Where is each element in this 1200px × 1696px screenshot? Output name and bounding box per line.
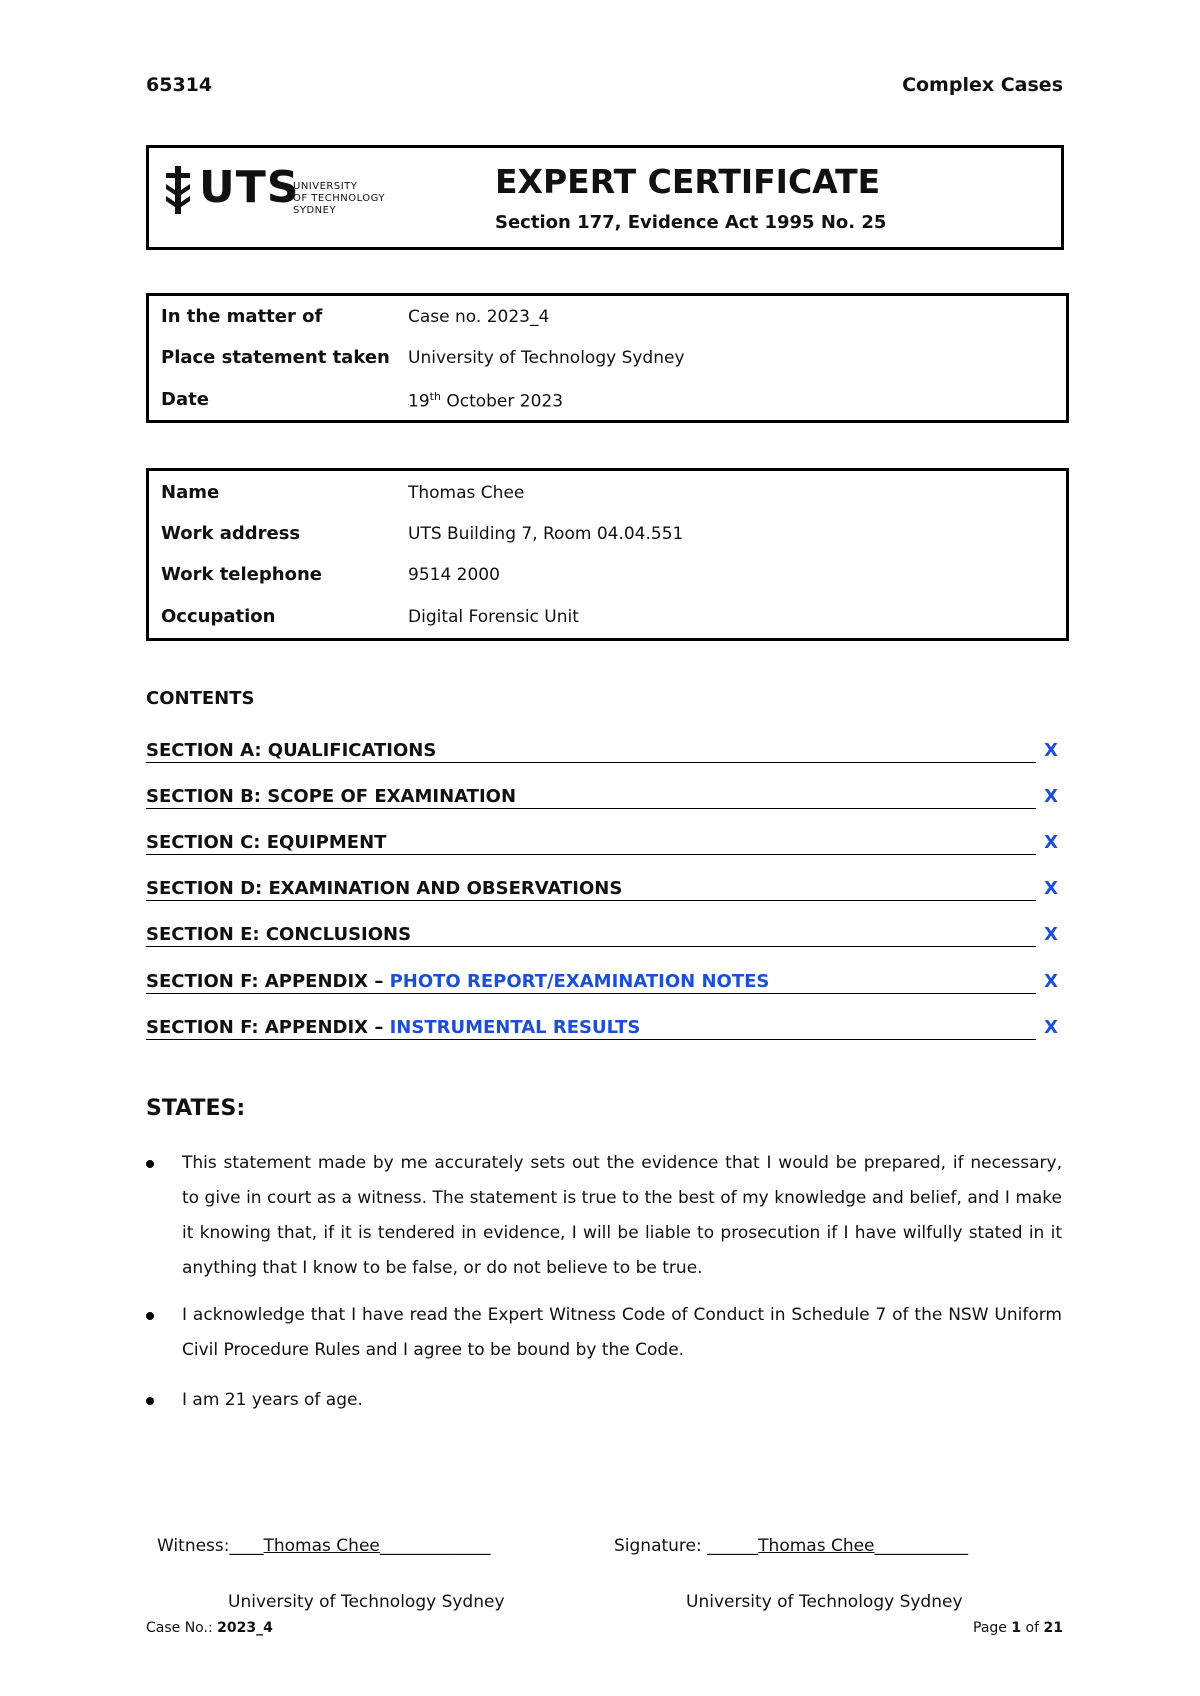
work-address-value: UTS Building 7, Room 04.04.551	[408, 524, 684, 544]
witness-line: Witness:____Thomas Chee_____________	[157, 1536, 491, 1556]
occupation-label: Occupation	[161, 606, 276, 627]
place-label: Place statement taken	[161, 347, 390, 368]
contents-heading: CONTENTS	[146, 688, 255, 709]
toc-entry-c[interactable]: SECTION C: EQUIPMENT X	[146, 832, 1058, 853]
bullet-icon	[146, 1160, 154, 1168]
matter-box	[146, 293, 1069, 423]
title-box	[146, 145, 1064, 250]
footer-page-number: Page 1 of 21	[973, 1620, 1063, 1636]
place-value: University of Technology Sydney	[408, 348, 685, 368]
matter-value: Case no. 2023_4	[408, 307, 550, 327]
toc-entry-f-instrumental[interactable]: SECTION F: APPENDIX – INSTRUMENTAL RESULTS X	[146, 1017, 1058, 1038]
signature-name: Thomas Chee	[758, 1536, 875, 1556]
witness-name: Thomas Chee	[263, 1536, 380, 1556]
toc-entry-b[interactable]: SECTION B: SCOPE OF EXAMINATION X	[146, 786, 1058, 807]
header-doc-title: Complex Cases	[902, 74, 1063, 96]
person-box	[146, 468, 1069, 641]
uts-crest-icon	[163, 164, 193, 216]
code-of-conduct-paragraph: I acknowledge that I have read the Expert Witness Code of Conduct in Schedule 7 of the NSW Uniform Civil Procedure Rules and I agree to be bound by the Code.	[182, 1305, 1062, 1360]
document-title: EXPERT CERTIFICATE	[495, 162, 881, 201]
toc-entry-a[interactable]: SECTION A: QUALIFICATIONS X	[146, 740, 1058, 761]
toc-entry-f-photo[interactable]: SECTION F: APPENDIX – PHOTO REPORT/EXAMINATION NOTES X	[146, 971, 1058, 992]
name-value: Thomas Chee	[408, 483, 525, 503]
work-address-label: Work address	[161, 523, 301, 544]
date-label: Date	[161, 389, 209, 410]
name-label: Name	[161, 482, 220, 503]
matter-label: In the matter of	[161, 306, 323, 327]
bullet-icon	[146, 1312, 154, 1320]
bullet-icon	[146, 1397, 154, 1405]
uts-logo-text: UNIVERSITY OF TECHNOLOGY SYDNEY	[293, 181, 386, 216]
signature-organisation: University of Technology Sydney	[686, 1592, 963, 1612]
work-telephone-label: Work telephone	[161, 564, 322, 585]
age-paragraph: I am 21 years of age.	[182, 1390, 363, 1410]
statement-truth-paragraph: This statement made by me accurately sets out the evidence that I would be prepared, if necessary, to give in court as a witness. The statement is true to the best of my knowledge and belief, and I make it knowing that, if it is tendered in evidence, I will be liable to prosecution if I have wilfully stated in it anything that I know to be false, or do not believe to be true.	[182, 1153, 1062, 1278]
footer-case-number: Case No.: 2023_4	[146, 1620, 273, 1636]
toc-entry-e[interactable]: SECTION E: CONCLUSIONS X	[146, 924, 1058, 945]
date-value: 19th October 2023	[408, 390, 564, 412]
occupation-value: Digital Forensic Unit	[408, 607, 579, 627]
states-heading: STATES:	[146, 1096, 246, 1121]
uts-logo-wordmark: UTS	[199, 162, 300, 213]
header-doc-number: 65314	[146, 74, 213, 96]
toc-entry-d[interactable]: SECTION D: EXAMINATION AND OBSERVATIONS X	[146, 878, 1058, 899]
witness-organisation: University of Technology Sydney	[228, 1592, 505, 1612]
signature-line: Signature: ______Thomas Chee___________	[614, 1536, 969, 1556]
document-subtitle: Section 177, Evidence Act 1995 No. 25	[495, 212, 887, 233]
work-telephone-value: 9514 2000	[408, 565, 500, 585]
